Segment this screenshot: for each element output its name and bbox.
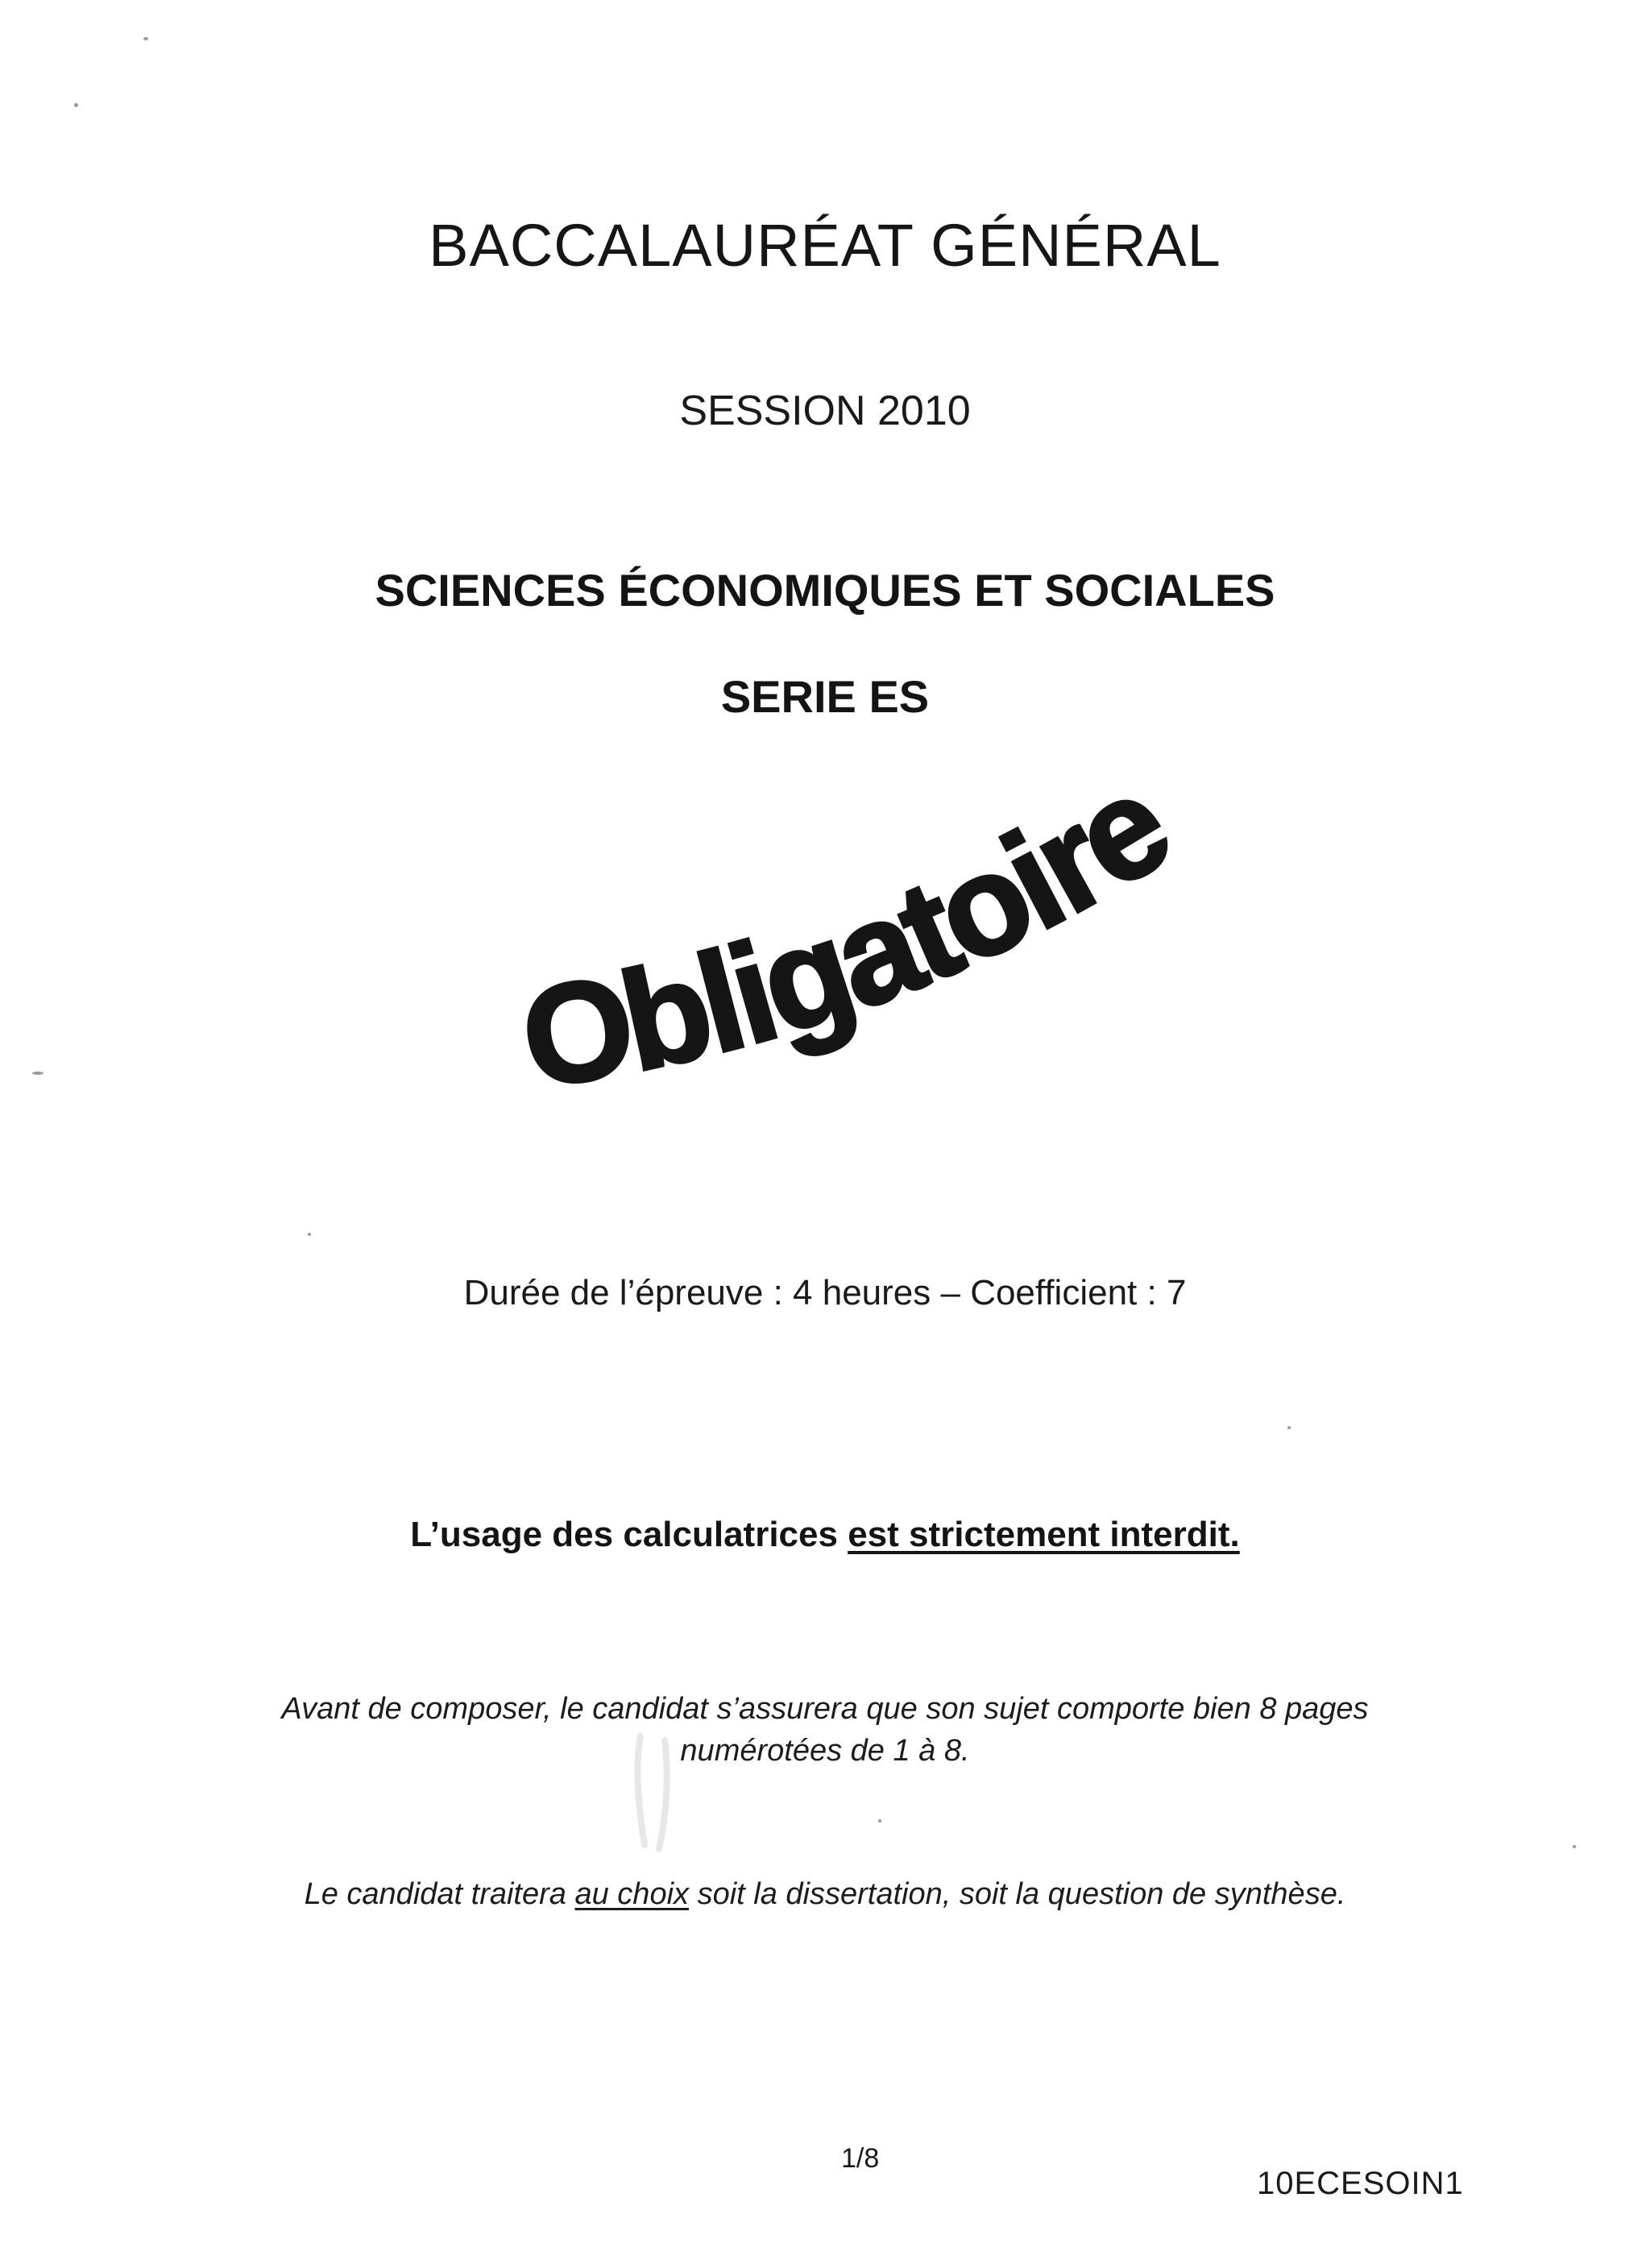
page-number: 1/8 xyxy=(841,2143,880,2174)
reference-code: 10ECESOIN1 xyxy=(1257,2166,1464,2201)
scan-speck xyxy=(878,1819,881,1822)
choice-instruction-prefix: Le candidat traitera xyxy=(304,1877,575,1911)
scan-speck xyxy=(32,1072,44,1075)
choice-instruction-suffix: soit la dissertation, soit la question de synthèse. xyxy=(689,1877,1346,1911)
subject-title: SCIENCES ÉCONOMIQUES ET SOCIALES xyxy=(375,565,1275,616)
scan-speck xyxy=(1287,1426,1291,1429)
choice-instruction-emphasis: au choix xyxy=(574,1877,690,1911)
pages-check-note-line1: Avant de composer, le candidat s’assurera que son sujet comporte bien 8 pages xyxy=(281,1692,1369,1726)
calculator-notice-emphasis: est strictement interdit. xyxy=(848,1515,1240,1554)
series-label: SERIE ES xyxy=(720,671,930,722)
svg-text:Obligatoire xyxy=(512,746,1192,1119)
scan-speck xyxy=(308,1233,311,1236)
pages-check-note xyxy=(0,1688,1650,1772)
scan-speck xyxy=(74,103,78,107)
calculator-notice xyxy=(0,1515,1650,1555)
obligatoire-wordart-text: Obligatoire xyxy=(512,746,1192,1119)
exam-title: BACCALAURÉAT GÉNÉRAL xyxy=(429,212,1221,279)
session-year: SESSION 2010 xyxy=(679,388,971,434)
pages-check-note-line2: numérotées de 1 à 8. xyxy=(680,1734,970,1768)
exam-duration: Durée de l’épreuve : 4 heures – Coefficient : 7 xyxy=(463,1273,1187,1312)
calculator-notice-prefix: L’usage des calculatrices xyxy=(410,1515,848,1554)
choice-instruction xyxy=(0,1877,1650,1912)
scan-speck xyxy=(143,37,148,40)
scan-speck xyxy=(1573,1845,1576,1848)
faint-scan-mark xyxy=(620,1732,685,1853)
obligatoire-wordart xyxy=(512,746,1241,1160)
